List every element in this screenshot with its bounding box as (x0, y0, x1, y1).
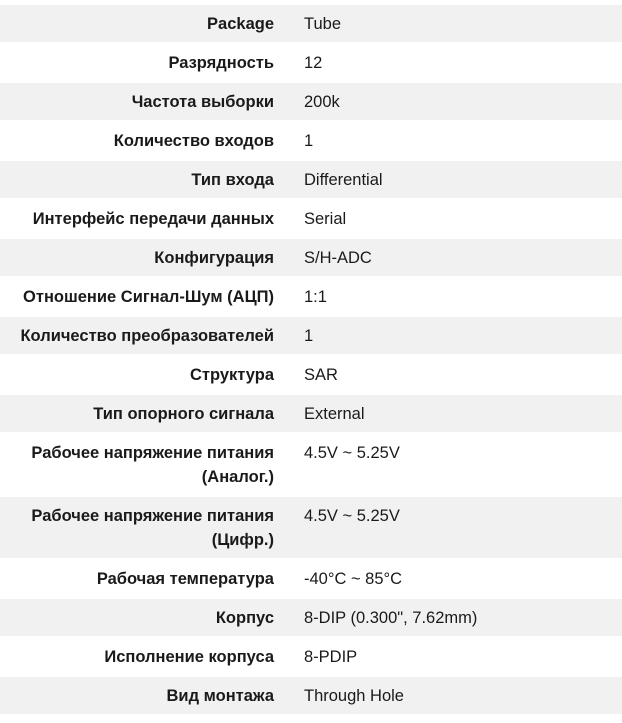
spec-value: SAR (290, 356, 622, 393)
spec-row-configuration (0, 239, 622, 276)
spec-label: Разрядность (0, 44, 290, 81)
spec-row-resolution (0, 44, 622, 81)
spec-value: 1 (290, 122, 622, 159)
spec-value: Through Hole (290, 677, 622, 714)
spec-label: Вид монтажа (0, 677, 290, 714)
spec-row-sampling-rate (0, 83, 622, 120)
spec-value: 8-DIP (0.300", 7.62mm) (290, 599, 622, 636)
spec-value: 1:1 (290, 278, 622, 315)
spec-row-digital-supply (0, 497, 622, 558)
spec-row-operating-temperature (0, 560, 622, 597)
spec-value: 8-PDIP (290, 638, 622, 675)
spec-value: 12 (290, 44, 622, 81)
spec-value: 1 (290, 317, 622, 354)
spec-label: Корпус (0, 599, 290, 636)
spec-value: External (290, 395, 622, 432)
spec-label: Отношение Сигнал-Шум (АЦП) (0, 278, 290, 315)
spec-label: Частота выборки (0, 83, 290, 120)
spec-value: -40°C ~ 85°C (290, 560, 622, 597)
specs-table (0, 3, 622, 716)
spec-row-analog-supply (0, 434, 622, 495)
spec-row-interface (0, 200, 622, 237)
spec-value: S/H-ADC (290, 239, 622, 276)
spec-value: Serial (290, 200, 622, 237)
spec-row-package (0, 5, 622, 42)
spec-row-case-variant (0, 638, 622, 675)
spec-row-snr (0, 278, 622, 315)
spec-row-case (0, 599, 622, 636)
spec-label: Рабочее напряжение питания (Цифр.) (0, 497, 290, 558)
spec-value: 200k (290, 83, 622, 120)
spec-label: Рабочая температура (0, 560, 290, 597)
spec-label: Количество входов (0, 122, 290, 159)
spec-label: Тип опорного сигнала (0, 395, 290, 432)
spec-value: Differential (290, 161, 622, 198)
spec-value: 4.5V ~ 5.25V (290, 434, 622, 495)
spec-label: Тип входа (0, 161, 290, 198)
spec-label: Package (0, 5, 290, 42)
spec-value: Tube (290, 5, 622, 42)
spec-label: Интерфейс передачи данных (0, 200, 290, 237)
spec-label: Конфигурация (0, 239, 290, 276)
spec-row-reference-type (0, 395, 622, 432)
spec-row-input-count (0, 122, 622, 159)
spec-row-input-type (0, 161, 622, 198)
spec-label: Количество преобразователей (0, 317, 290, 354)
spec-label: Структура (0, 356, 290, 393)
spec-row-converter-count (0, 317, 622, 354)
spec-row-architecture (0, 356, 622, 393)
spec-row-mounting-type (0, 677, 622, 714)
spec-label: Исполнение корпуса (0, 638, 290, 675)
spec-value: 4.5V ~ 5.25V (290, 497, 622, 558)
spec-label: Рабочее напряжение питания (Аналог.) (0, 434, 290, 495)
